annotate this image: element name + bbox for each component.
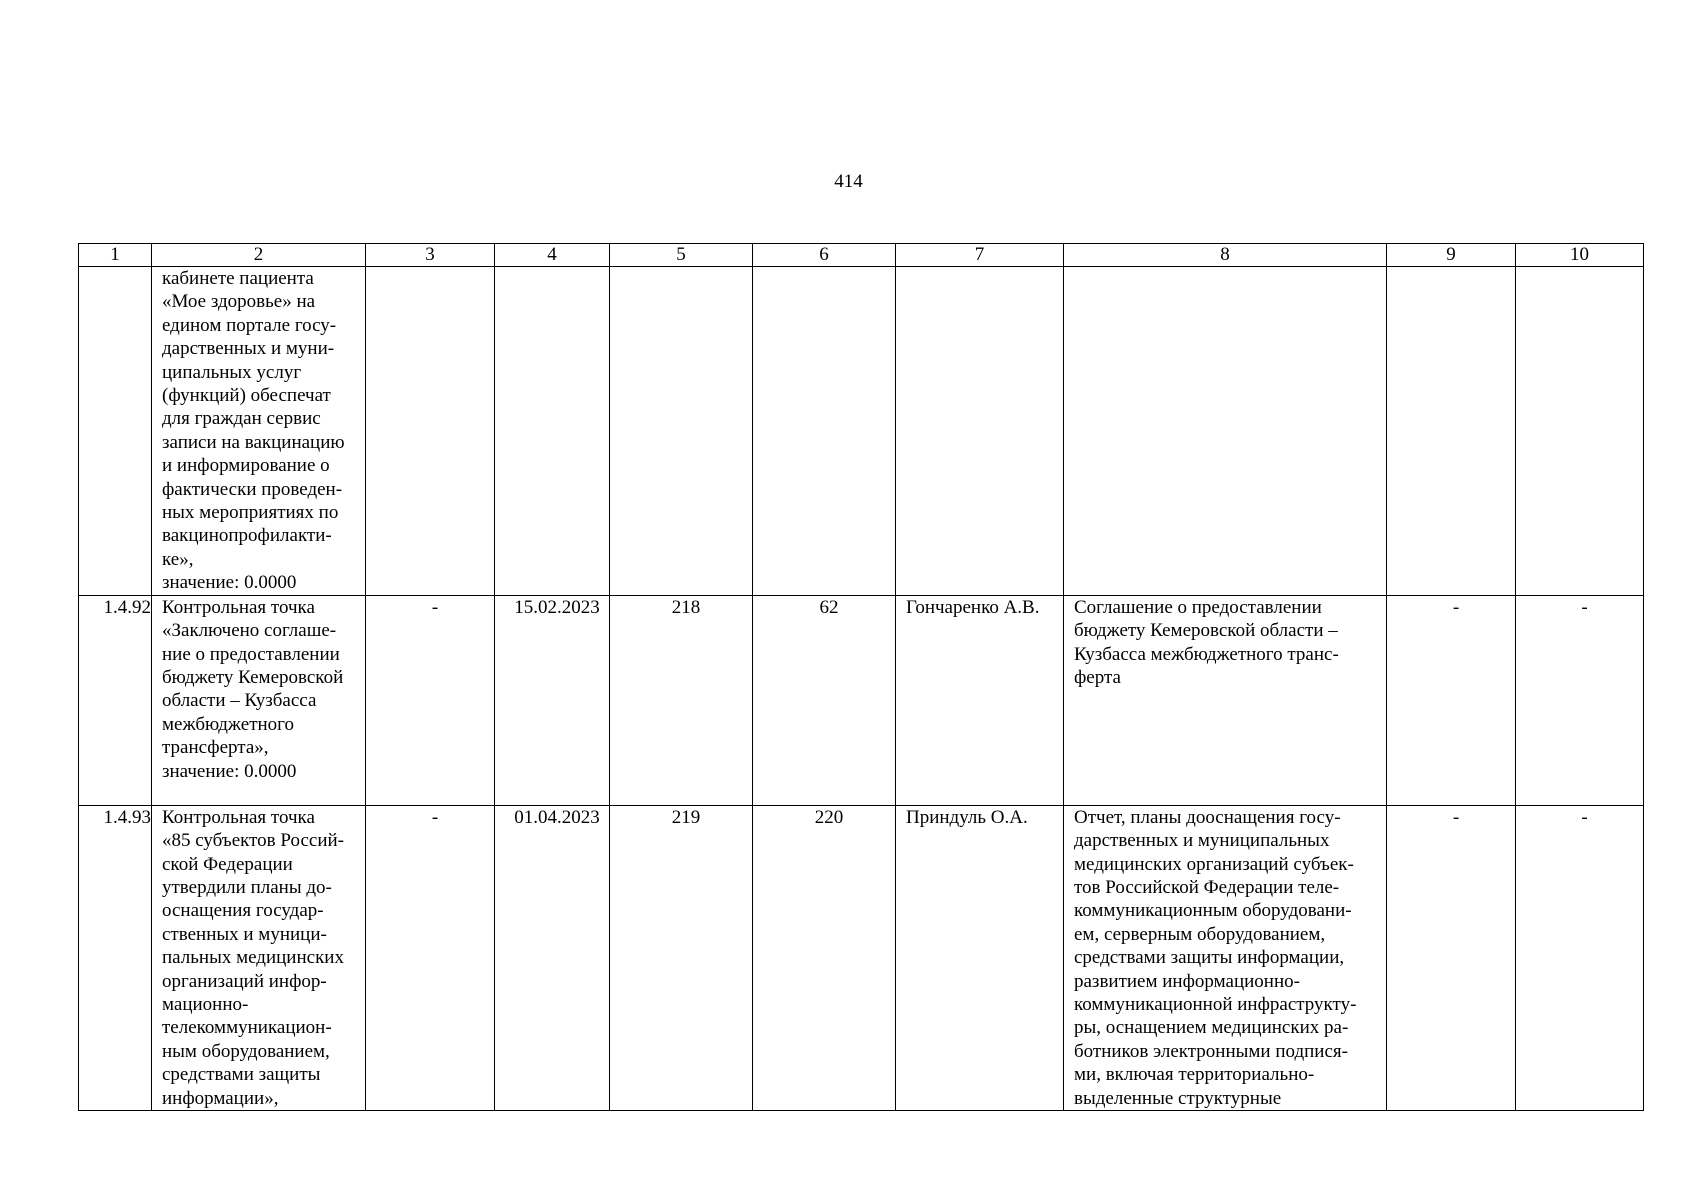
column-header-1: 1 [79,244,152,267]
col9-cell: - [1387,595,1516,805]
successor-cell: 220 [753,805,896,1110]
col10-cell: - [1516,805,1644,1110]
table-row [79,267,1644,596]
row-number-cell [79,267,152,596]
successor-cell: 62 [753,595,896,805]
column-header-3: 3 [366,244,495,267]
column-header-9: 9 [1387,244,1516,267]
column-header-2: 2 [152,244,366,267]
plan-table [78,243,1644,1111]
predecessor-cell: 219 [610,805,753,1110]
responsible-cell: Приндуль О.А. [896,805,1064,1110]
responsible-cell: Гончаренко А.В. [896,595,1064,805]
event-name-cell: Контрольная точка «85 субъектов Россий- ской Федерации утвердили планы до- оснащения государ- ственных и муници- пальных медицинских организаций инфор- мационно- телекоммуникацион- ным оборудованием, средствами защиты информации», [152,805,366,1110]
col10-cell [1516,267,1644,596]
end-date-cell [495,267,610,596]
predecessor-cell: 218 [610,595,753,805]
column-header-10: 10 [1516,244,1644,267]
col9-cell [1387,267,1516,596]
result-cell [1064,267,1387,596]
start-date-cell: - [366,595,495,805]
table-row [79,595,1644,805]
event-name-cell: кабинете пациента «Мое здоровье» на едином портале госу- дарственных и муни- ципальных услуг (функций) обеспечат для граждан сервис записи на вакцинацию и информирование о фактически проведен- ных мероприятиях по вакцинопрофилакти- ке», значение: 0.0000 [152,267,366,596]
column-header-6: 6 [753,244,896,267]
table-row [79,805,1644,1110]
end-date-cell: 01.04.2023 [495,805,610,1110]
predecessor-cell [610,267,753,596]
responsible-cell [896,267,1064,596]
col9-cell: - [1387,805,1516,1110]
start-date-cell [366,267,495,596]
result-cell: Соглашение о предоставлении бюджету Кемеровской области – Кузбасса межбюджетного транс- ферта [1064,595,1387,805]
end-date-cell: 15.02.2023 [495,595,610,805]
page-number: 414 [834,171,863,192]
col10-cell: - [1516,595,1644,805]
column-header-4: 4 [495,244,610,267]
result-cell: Отчет, планы дооснащения госу- дарственных и муниципальных медицинских организаций субъек- тов Российской Федерации теле- коммуникационным оборудовани- ем, серверным оборудованием, средствами защиты информации, развитием информационно- коммуникационной инфраструкту- ры, оснащением медицинских ра- ботников электронными подпися- ми, включая территориально- выделенные структурные [1064,805,1387,1110]
event-name-cell: Контрольная точка «Заключено соглаше- ние о предоставлении бюджету Кемеровской области – Кузбасса межбюджетного трансферта», значение: 0.0000 [152,595,366,805]
column-header-5: 5 [610,244,753,267]
row-number-cell: 1.4.93 [79,805,152,1110]
row-number-cell: 1.4.92 [79,595,152,805]
column-header-7: 7 [896,244,1064,267]
successor-cell [753,267,896,596]
start-date-cell: - [366,805,495,1110]
column-header-8: 8 [1064,244,1387,267]
column-number-row [79,244,1644,267]
